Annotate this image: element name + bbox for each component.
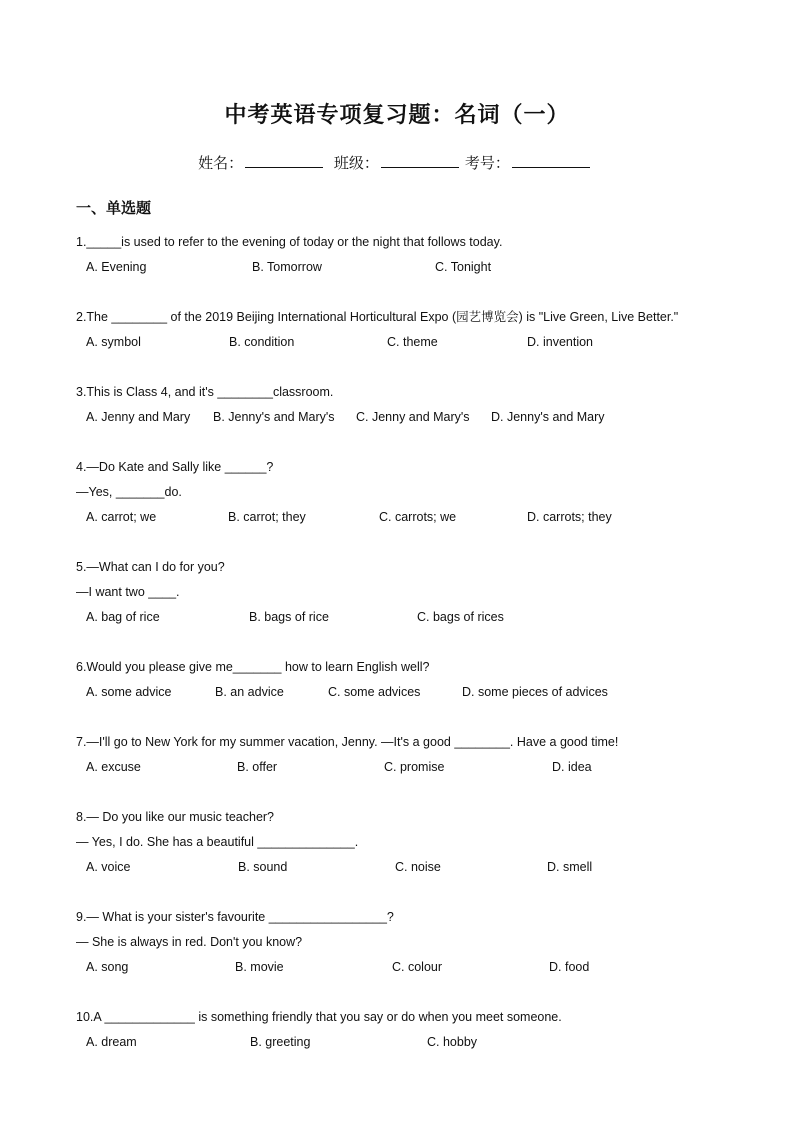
- option-a: A. some advice: [86, 685, 172, 699]
- answer-options: [76, 255, 756, 280]
- answer-options: [76, 1030, 756, 1055]
- question-text: 3.This is Class 4, and it's ________classroom.: [76, 385, 334, 399]
- question-10: [76, 1005, 756, 1055]
- option-d: D. Jenny's and Mary: [491, 410, 605, 424]
- option-c: C. colour: [392, 960, 443, 974]
- option-b: B. sound: [238, 860, 288, 874]
- option-a: A. voice: [86, 860, 131, 874]
- option-c: C. noise: [395, 860, 441, 874]
- option-c: C. carrots; we: [379, 510, 457, 524]
- option-b: B. carrot; they: [228, 510, 306, 524]
- option-b: B. Jenny's and Mary's: [213, 410, 335, 424]
- exam-no-blank: [512, 152, 590, 168]
- question-text: 10.A _____________ is something friendly that you say or do when you meet someone.: [76, 1010, 562, 1024]
- question-text: 1._____is used to refer to the evening of today or the night that follows today.: [76, 235, 503, 249]
- option-d: D. invention: [527, 335, 594, 349]
- student-info-line: [0, 152, 794, 173]
- name-label: 姓名：: [198, 154, 244, 172]
- question-5: [76, 555, 756, 630]
- class-blank: [381, 152, 459, 168]
- option-c: C. bags of rices: [417, 610, 504, 624]
- option-c: C. Jenny and Mary's: [356, 410, 470, 424]
- option-a: A. excuse: [86, 760, 141, 774]
- option-b: B. movie: [235, 960, 284, 974]
- question-3: [76, 380, 756, 430]
- question-text: 8.— Do you like our music teacher?: [76, 810, 275, 824]
- option-d: D. carrots; they: [527, 510, 612, 524]
- option-c: C. some advices: [328, 685, 421, 699]
- question-text: 5.—What can I do for you?: [76, 560, 225, 574]
- option-a: A. symbol: [86, 335, 141, 349]
- question-text-line-2: — She is always in red. Don't you know?: [76, 935, 303, 949]
- option-d: D. smell: [547, 860, 593, 874]
- option-c: C. Tonight: [435, 260, 492, 274]
- option-a: A. dream: [86, 1035, 137, 1049]
- option-d: D. food: [549, 960, 590, 974]
- question-text: 4.—Do Kate and Sally like ______?: [76, 460, 274, 474]
- question-text: 6.Would you please give me_______ how to learn English well?: [76, 660, 430, 674]
- option-a: A. bag of rice: [86, 610, 160, 624]
- question-9: [76, 905, 756, 980]
- option-a: A. carrot; we: [86, 510, 157, 524]
- question-text-line-2: — Yes, I do. She has a beautiful ______________.: [76, 835, 359, 849]
- exam-no-label: 考号：: [464, 154, 510, 172]
- answer-options: [76, 680, 756, 705]
- answer-options: [76, 855, 756, 880]
- question-2: [76, 305, 756, 355]
- question-list: [76, 230, 756, 1080]
- option-b: B. offer: [237, 760, 278, 774]
- name-blank: [245, 152, 323, 168]
- question-text: 7.—I'll go to New York for my summer vacation, Jenny. —It's a good ________. Have a good time!: [76, 735, 619, 749]
- answer-options: [76, 330, 756, 355]
- question-4: [76, 455, 756, 530]
- option-c: C. hobby: [427, 1035, 478, 1049]
- option-b: B. condition: [229, 335, 295, 349]
- option-b: B. an advice: [215, 685, 284, 699]
- answer-options: [76, 605, 756, 630]
- question-text-line-2: —Yes, _______do.: [76, 485, 182, 499]
- option-a: A. song: [86, 960, 129, 974]
- option-d: D. idea: [552, 760, 592, 774]
- class-label: 班级：: [333, 154, 379, 172]
- option-b: B. Tomorrow: [252, 260, 322, 274]
- document-title: 中考英语专项复习题：名词（一）: [224, 103, 570, 128]
- section-title: 一、单选题: [76, 199, 152, 217]
- question-1: [76, 230, 756, 280]
- option-a: A. Evening: [86, 260, 147, 274]
- option-d: D. some pieces of advices: [462, 685, 608, 699]
- option-c: C. theme: [387, 335, 438, 349]
- option-b: B. greeting: [250, 1035, 311, 1049]
- answer-options: [76, 505, 756, 530]
- option-a: A. Jenny and Mary: [86, 410, 191, 424]
- question-text-line-2: —I want two ____.: [76, 585, 180, 599]
- question-8: [76, 805, 756, 880]
- answer-options: [76, 755, 756, 780]
- question-text: 9.— What is your sister's favourite _________________?: [76, 910, 394, 924]
- question-7: [76, 730, 756, 780]
- answer-options: [76, 405, 756, 430]
- option-b: B. bags of rice: [249, 610, 329, 624]
- option-c: C. promise: [384, 760, 445, 774]
- question-text: 2.The ________ of the 2019 Beijing International Horticultural Expo (园艺博览会) is "Live Green, Live Better.": [76, 310, 679, 324]
- question-6: [76, 655, 756, 705]
- answer-options: [76, 955, 756, 980]
